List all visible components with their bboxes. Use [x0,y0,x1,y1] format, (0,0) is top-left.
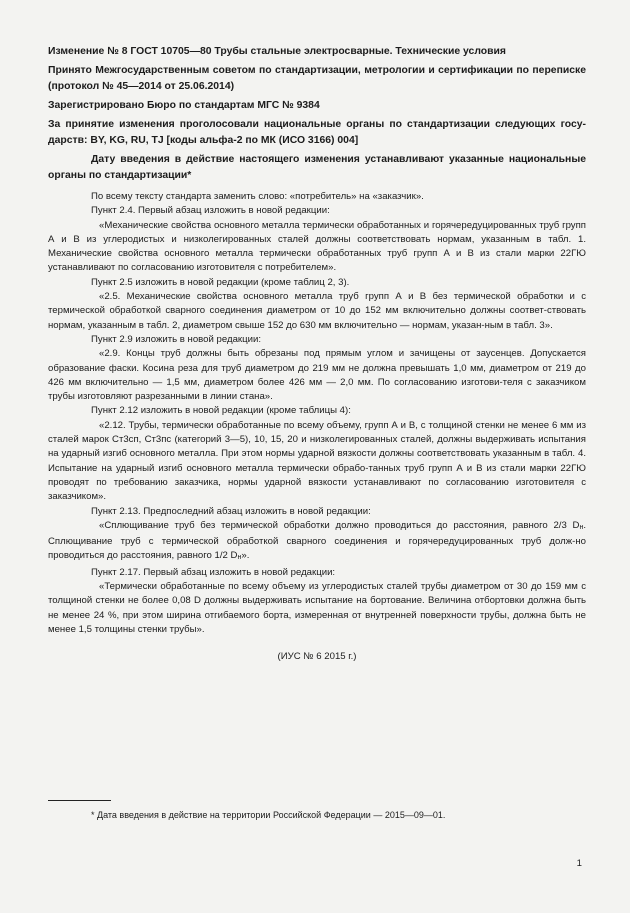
clause-2-17-instruction: Пункт 2.17. Первый абзац изложить в новой редакции: [91,566,336,578]
clause-2-13-instruction: Пункт 2.13. Предпоследний абзац изложить в новой редакции: [91,505,371,517]
clause-2-5-text: «2.5. Механические свойства основного металла труб групп А и В без термической обработки и с термической обработкой сварного соединения диаметром от 10 до 152 мм включительно должны соответ-ствовать нормам, указанным в табл. 2, диаметром свыше 152 до 630 мм включительно — нормам, указан-ным в табл. 3». [48,291,586,331]
clause-2-13-part-c: ». [241,550,250,562]
clause-2-13-text [48,519,586,566]
clause-2-13-part-b: . Сплющивание труб с термической обработкой сварного соединения и горячередуцированных труб долж-но проводиться до расстояния, равного 1/2 D [48,519,586,562]
clause-2-9-text: «2.9. Концы труб должны быть обрезаны под прямым углом и зачищены от заусенцев. Допускается образование фаски. Косина реза для труб диаметром до 219 мм не должна превышать 1,0 мм, диаметром от 219 до 426 мм включительно — 1,5 мм, диаметром более 426 мм — 2,0 мм. По согласованию изготови-теля с заказчиком трубы изготовляют разрезанными в линии стана». [48,348,586,403]
clause-2-17-text: «Термически обработанные по всему объему из углеродистых сталей трубы диаметром от 30 до 159 мм с толщиной стенки не более 0,08 D должны выдерживать испытание на бортование. Величина отбортовки должна быть не менее 24 %, при этом ширина отгибаемого борта, измеренная от внутренней поверхности трубы, должна быть не менее 1,5 толщины стенки трубы». [48,581,586,635]
subscript-n-2: н [237,554,242,562]
replace-word-instruction: По всему тексту стандарта заменить слово: «потребитель» на «заказчик». [91,191,424,202]
clause-2-5-instruction: Пункт 2.5 изложить в новой редакции (кроме таблиц 2, 3). [91,276,350,288]
subscript-n-1: н [579,523,584,531]
amendment-header [48,44,586,184]
registration-statement: Зарегистрировано Бюро по стандартам МГС № 9384 [48,100,320,111]
source-reference: (ИУС № 6 2015 г.) [277,651,357,663]
voting-statement: За принятие изменения проголосовали национальные органы по стандартизации следующих госу-дарств: BY, KG, RU, TJ [коды альфа-2 по МК (ИСО 3166) 004] [48,119,586,146]
clause-2-13-part-a: «Сплющивание труб без термической обработки должно проводиться до расстояния, равного 2/3 D [99,519,580,531]
clause-2-4-instruction: Пункт 2.4. Первый абзац изложить в новой редакции: [91,205,330,217]
amendment-title: Изменение № 8 ГОСТ 10705—80 Трубы стальные электросварные. Технические условия [48,46,506,57]
amendment-body [48,190,586,665]
accepted-statement: Принято Межгосударственным советом по стандартизации, метрологии и сертификации по переписке (протокол № 45—2014 от 25.06.2014) [48,65,586,92]
footnote-divider [48,800,111,801]
clause-2-12-instruction: Пункт 2.12 изложить в новой редакции (кроме таблицы 4): [91,405,351,417]
clause-2-12-text: «2.12. Трубы, термически обработанные по всему объему, групп А и В, с толщиной стенки не менее 6 мм из сталей марок Ст3сп, Ст3пс (категорий 3—5), 10, 15, 20 и низколегированных сталей, должны выдерживать испытания на ударный изгиб основного металла. При этом нормы ударной вязкости должны соответствовать указанным в табл. 4. Испытание на ударный изгиб основного металла термически обрабо-танных труб групп А и В из стали марки 22ГЮ проводят по требованию заказчика, нормы ударной вязкости устанавливают по согласованию изготовителя с заказчиком». [48,419,586,503]
clause-2-9-instruction: Пункт 2.9 изложить в новой редакции: [91,333,261,345]
effective-date-statement: Дату введения в действие настоящего изменения устанавливают указанные национальные органы по стандартизации* [48,154,586,181]
page-number: 1 [576,858,582,869]
clause-2-4-text: «Механические свойства основного металла термически обработанных и горячередуцированных труб групп А и В из углеродистых и низколегированных сталей должны соответствовать нормам, указанным в табл. 1. Механические свойства основного металла термически обработанных труб групп А и В из стали марки 22ГЮ устанавливают по согласованию изготовителя с потребителем». [48,219,586,274]
footnote: * Дата введения в действие на территории Российской Федерации — 2015—09—01. [91,810,446,820]
